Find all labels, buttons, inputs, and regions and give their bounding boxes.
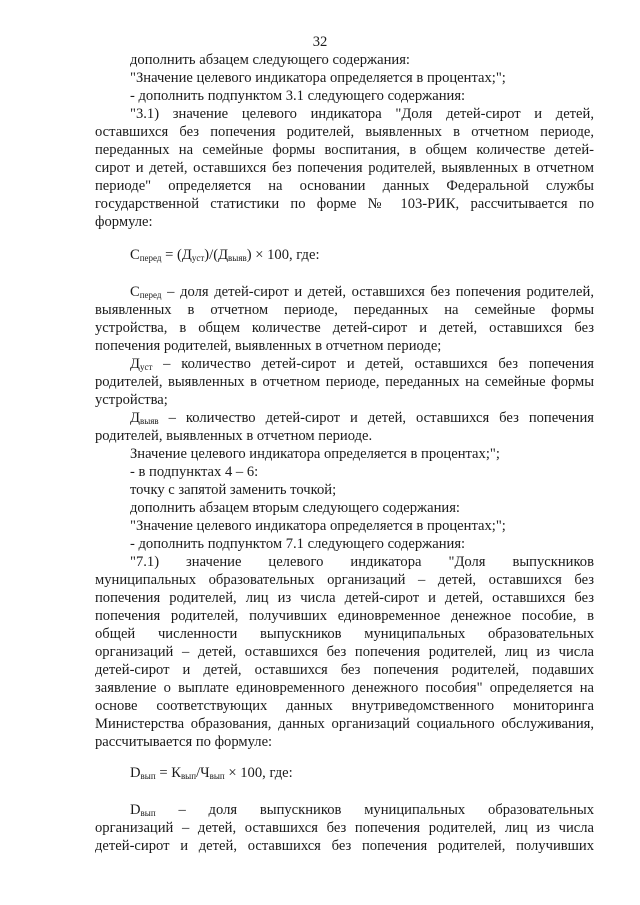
- text-line: "Значение целевого индикатора определяется в процентах;";: [130, 518, 506, 534]
- text-line: общей численности выпускников муниципальных образовательных: [95, 626, 594, 642]
- definition-line: $Д_{выяв}$ – количество детей-сирот и детей, оставшихся без попечения: [130, 410, 594, 426]
- text-line: заявление о выплате единовременного денежного пособия" определяется на: [95, 680, 594, 696]
- text-line: попечения родителей, выявленных в отчетном периоде;: [95, 338, 442, 354]
- text-line: организаций – детей, оставшихся без попечения родителей, лиц из числа: [95, 644, 594, 660]
- text-line: родителей, выявленных в отчетном периоде, переданных на семейные формы: [95, 374, 594, 390]
- text-line: "Значение целевого индикатора определяется в процентах;";: [130, 70, 506, 86]
- text-line: устройства, в общем количестве детей-сирот и детей, оставшихся без: [95, 320, 594, 336]
- definition-line: $D_{вып}$ – доля выпускников муниципальных образовательных: [130, 802, 594, 818]
- definition-line: $Д_{уст}$ – количество детей-сирот и детей, оставшихся без попечения: [130, 356, 594, 372]
- text-line: - в подпунктах 4 – 6:: [130, 464, 259, 480]
- text-line: основе соответствующих данных внутриведомственного мониторинга: [95, 698, 594, 714]
- text-line: рассчитывается по формуле:: [95, 734, 273, 750]
- text-line: попечения родителей, получивших единовременное денежное пособие, в: [95, 608, 594, 624]
- text-line: - дополнить подпунктом 3.1 следующего содержания:: [130, 88, 466, 104]
- text-line: детей-сирот и детей, оставшихся без попечения родителей, подавших: [95, 662, 594, 678]
- definition-line: $С_{перед}$ – доля детей-сирот и детей, оставшихся без попечения родителей,: [130, 284, 594, 300]
- text-line: периоде" определяется на основании данных Федеральной службы: [95, 178, 594, 194]
- text-line: Министерства образования, данных организаций социального обслуживания,: [95, 716, 594, 732]
- text-line: дополнить абзацем вторым следующего содержания:: [130, 500, 460, 516]
- text-line: "7.1) значение целевого индикатора "Доля выпускников: [130, 554, 594, 570]
- text-line: - дополнить подпунктом 7.1 следующего содержания:: [130, 536, 466, 552]
- text-line: формуле:: [95, 214, 153, 230]
- text-line: "3.1) значение целевого индикатора "Доля детей-сирот и детей,: [130, 106, 594, 122]
- text-line: точку с запятой заменить точкой;: [130, 482, 337, 498]
- text-line: устройства;: [95, 392, 168, 408]
- text-line: оставшихся без попечения родителей, выявленных в отчетном периоде,: [95, 124, 594, 140]
- text-line: муниципальных образовательных организаций – детей, оставшихся без: [95, 572, 594, 588]
- text-line: выявленных в отчетном периоде, переданных на семейные формы: [95, 302, 594, 318]
- text-line: организаций – детей, оставшихся без попечения родителей, лиц из числа: [95, 820, 594, 836]
- formula-1: $С_{перед} = (Д_{уст})/(Д_{выяв}) \times 100$, где:: [130, 247, 320, 263]
- text-line: переданных на семейные формы воспитания, в общем количестве детей-: [95, 142, 594, 158]
- text-line: детей-сирот и детей, оставшихся без попечения родителей, получивших: [95, 838, 594, 854]
- text-line: государственной статистики по форме № 103-РИК, рассчитывается по: [95, 196, 594, 212]
- text-line: Значение целевого индикатора определяется в процентах;";: [130, 446, 500, 462]
- text-line: родителей, выявленных в отчетном периоде.: [95, 428, 373, 444]
- text-line: дополнить абзацем следующего содержания:: [130, 52, 410, 68]
- formula-2: $D_{вып} = К_{вып}/Ч_{вып} \times 100$, где:: [130, 765, 293, 781]
- text-line: попечения родителей, лиц из числа детей-сирот и детей, оставшихся без: [95, 590, 594, 606]
- text-line: сирот и детей, оставшихся без попечения родителей, выявленных в отчетном: [95, 160, 594, 176]
- page-number: 32: [312, 34, 328, 50]
